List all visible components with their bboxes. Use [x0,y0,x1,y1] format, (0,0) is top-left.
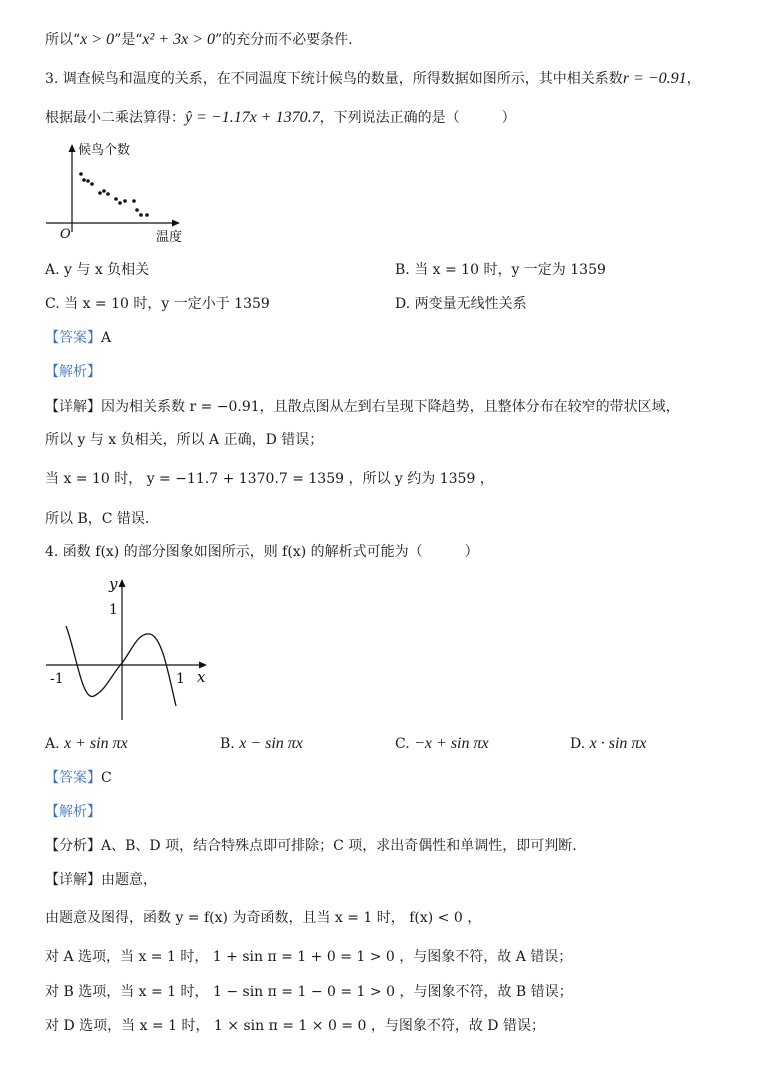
text: ， [686,71,701,87]
scatter-point [102,189,106,193]
q3-option-b[interactable] [395,260,606,280]
answer-value: C [101,770,112,786]
option-letter: B. [395,262,410,278]
q3-scatter-graph [40,140,200,248]
scatter-point [82,178,86,182]
detail-text: 当 x = 10 时， y = −11.7 + 1370.7 = 1359 ，所以 y 约为 1359 ， [45,471,494,487]
q3-answer-line [45,328,111,348]
option-text: x · sin πx [589,735,647,752]
q4-detail-line2 [45,947,572,967]
q4-fenxi-line [45,836,577,856]
q4-option-c[interactable] [395,734,489,754]
scatter-point [139,213,143,217]
option-text: y 与 x 负相关 [64,262,150,278]
q3-detail-line1 [45,397,680,417]
function-curve [66,626,176,706]
q3-option-c[interactable] [45,294,270,314]
q4-detail-line3 [45,982,573,1002]
option-letter: A. [45,736,60,752]
y-tick-label: 1 [109,602,118,618]
x-axis-label: x [197,668,206,686]
scatter-point [98,191,102,195]
scatter-point [132,199,136,203]
scatter-point [90,182,94,186]
q3-stem-line1 [45,69,701,89]
x-tick-label-neg: -1 [50,671,64,687]
detail-text: 由题意， [101,872,157,888]
q4-answer-line [45,768,112,788]
fenxi-text: A、B、D 项，结合特殊点即可排除；C 项，求出奇偶性和单调性，即可判断. [101,838,577,854]
option-text: 当 x = 10 时，y 一定为 1359 [414,262,606,278]
conclusion-line [45,30,353,50]
q3-detail-line3 [45,469,494,489]
answer-value: A [101,330,112,346]
math-condition-2: x² + 3x > 0 [142,31,215,48]
y-axis-label: 候鸟个数 [78,143,131,158]
option-text: −x + sin πx [414,735,489,752]
scatter-point [135,208,139,212]
y-axis-arrow [119,579,126,587]
x-axis-label: 温度 [156,230,183,245]
y-axis-label: y [109,575,118,593]
text: 根据最小二乘法算得： [45,110,185,126]
detail-text: 对 B 选项，当 x = 1 时， 1 − sin π = 1 − 0 = 1 > 0 ，与图象不符，故 B 错误； [45,984,573,1000]
q4-function-graph [40,572,220,724]
fenxi-tag: 【分析】 [45,838,101,854]
text: ”的充分而不必要条件. [215,32,353,48]
text: 所以“ [45,32,81,48]
scatter-point [86,179,90,183]
text: 3. 调查候鸟和温度的关系，在不同温度下统计候鸟的数量，所得数据如图所示，其中相关系数 [45,71,623,87]
option-text: x − sin πx [239,735,303,752]
answer-tag: 【答案】 [45,770,101,786]
q4-stem-line [45,542,479,562]
option-letter: C. [45,296,60,312]
detail-text: 对 D 选项，当 x = 1 时， 1 × sin π = 1 × 0 = 0 ，与图象不符，故 D 错误； [45,1018,545,1034]
analysis-tag: 【解析】 [45,364,101,380]
analysis-tag: 【解析】 [45,804,101,820]
scatter-point [145,213,149,217]
scatter-point [123,199,127,203]
text: ，下列说法正确的是（ ） [319,110,516,126]
answer-tag: 【答案】 [45,330,101,346]
detail-text: 对 A 选项，当 x = 1 时， 1 + sin π = 1 + 0 = 1 > 0 ，与图象不符，故 A 错误； [45,949,573,965]
x-tick-label-pos: 1 [176,671,185,687]
option-letter: D. [570,736,586,752]
option-text: 当 x = 10 时，y 一定小于 1359 [64,296,270,312]
scatter-point [114,197,118,201]
q4-stem-text: 4. 函数 f(x) 的部分图象如图所示，则 f(x) 的解析式可能为（ ） [45,544,479,560]
y-axis-arrow [69,144,76,152]
q3-detail-line2 [45,430,323,450]
q4-detail-line1 [45,908,481,928]
x-axis-arrow [172,220,180,227]
q4-analysis-line [45,802,101,822]
option-letter: C. [395,736,410,752]
detail-text: 由题意及图得，函数 y = f(x) 为奇函数，且当 x = 1 时， f(x) < 0 ， [45,910,482,926]
option-letter: D. [395,296,411,312]
text: ”是“ [114,32,143,48]
detail-tag: 【详解】 [45,872,101,888]
scatter-point [106,192,110,196]
math-correlation: r = −0.91 [622,70,687,87]
q4-option-d[interactable] [570,734,647,754]
option-letter: B. [220,736,235,752]
q4-option-a[interactable] [45,734,128,754]
math-regression: ŷ = −1.17x + 1370.7 [185,109,320,126]
detail-text: 所以 B，C 错误. [45,511,150,527]
q4-detail-line0 [45,870,157,890]
q3-stem-line2 [45,108,516,128]
math-condition-1: x > 0 [80,31,115,48]
detail-tag: 【详解】 [45,399,101,415]
option-letter: A. [45,262,60,278]
q4-option-b[interactable] [220,734,303,754]
option-text: 两变量无线性关系 [414,296,527,312]
origin-label: O [60,227,71,242]
detail-text: 所以 y 与 x 负相关，所以 A 正确，D 错误； [45,432,324,448]
scatter-point [118,201,122,205]
q3-analysis-line [45,362,101,382]
q3-detail-line4 [45,509,149,529]
q3-option-d[interactable] [395,294,527,314]
scatter-points [79,172,149,217]
detail-text: 因为相关系数 r = −0.91，且散点图从左到右呈现下降趋势，且整体分布在较窄的带状区域， [101,399,680,415]
q4-detail-line4 [45,1016,545,1036]
option-text: x + sin πx [64,735,128,752]
q3-option-a[interactable] [45,260,149,280]
scatter-point [79,172,83,176]
